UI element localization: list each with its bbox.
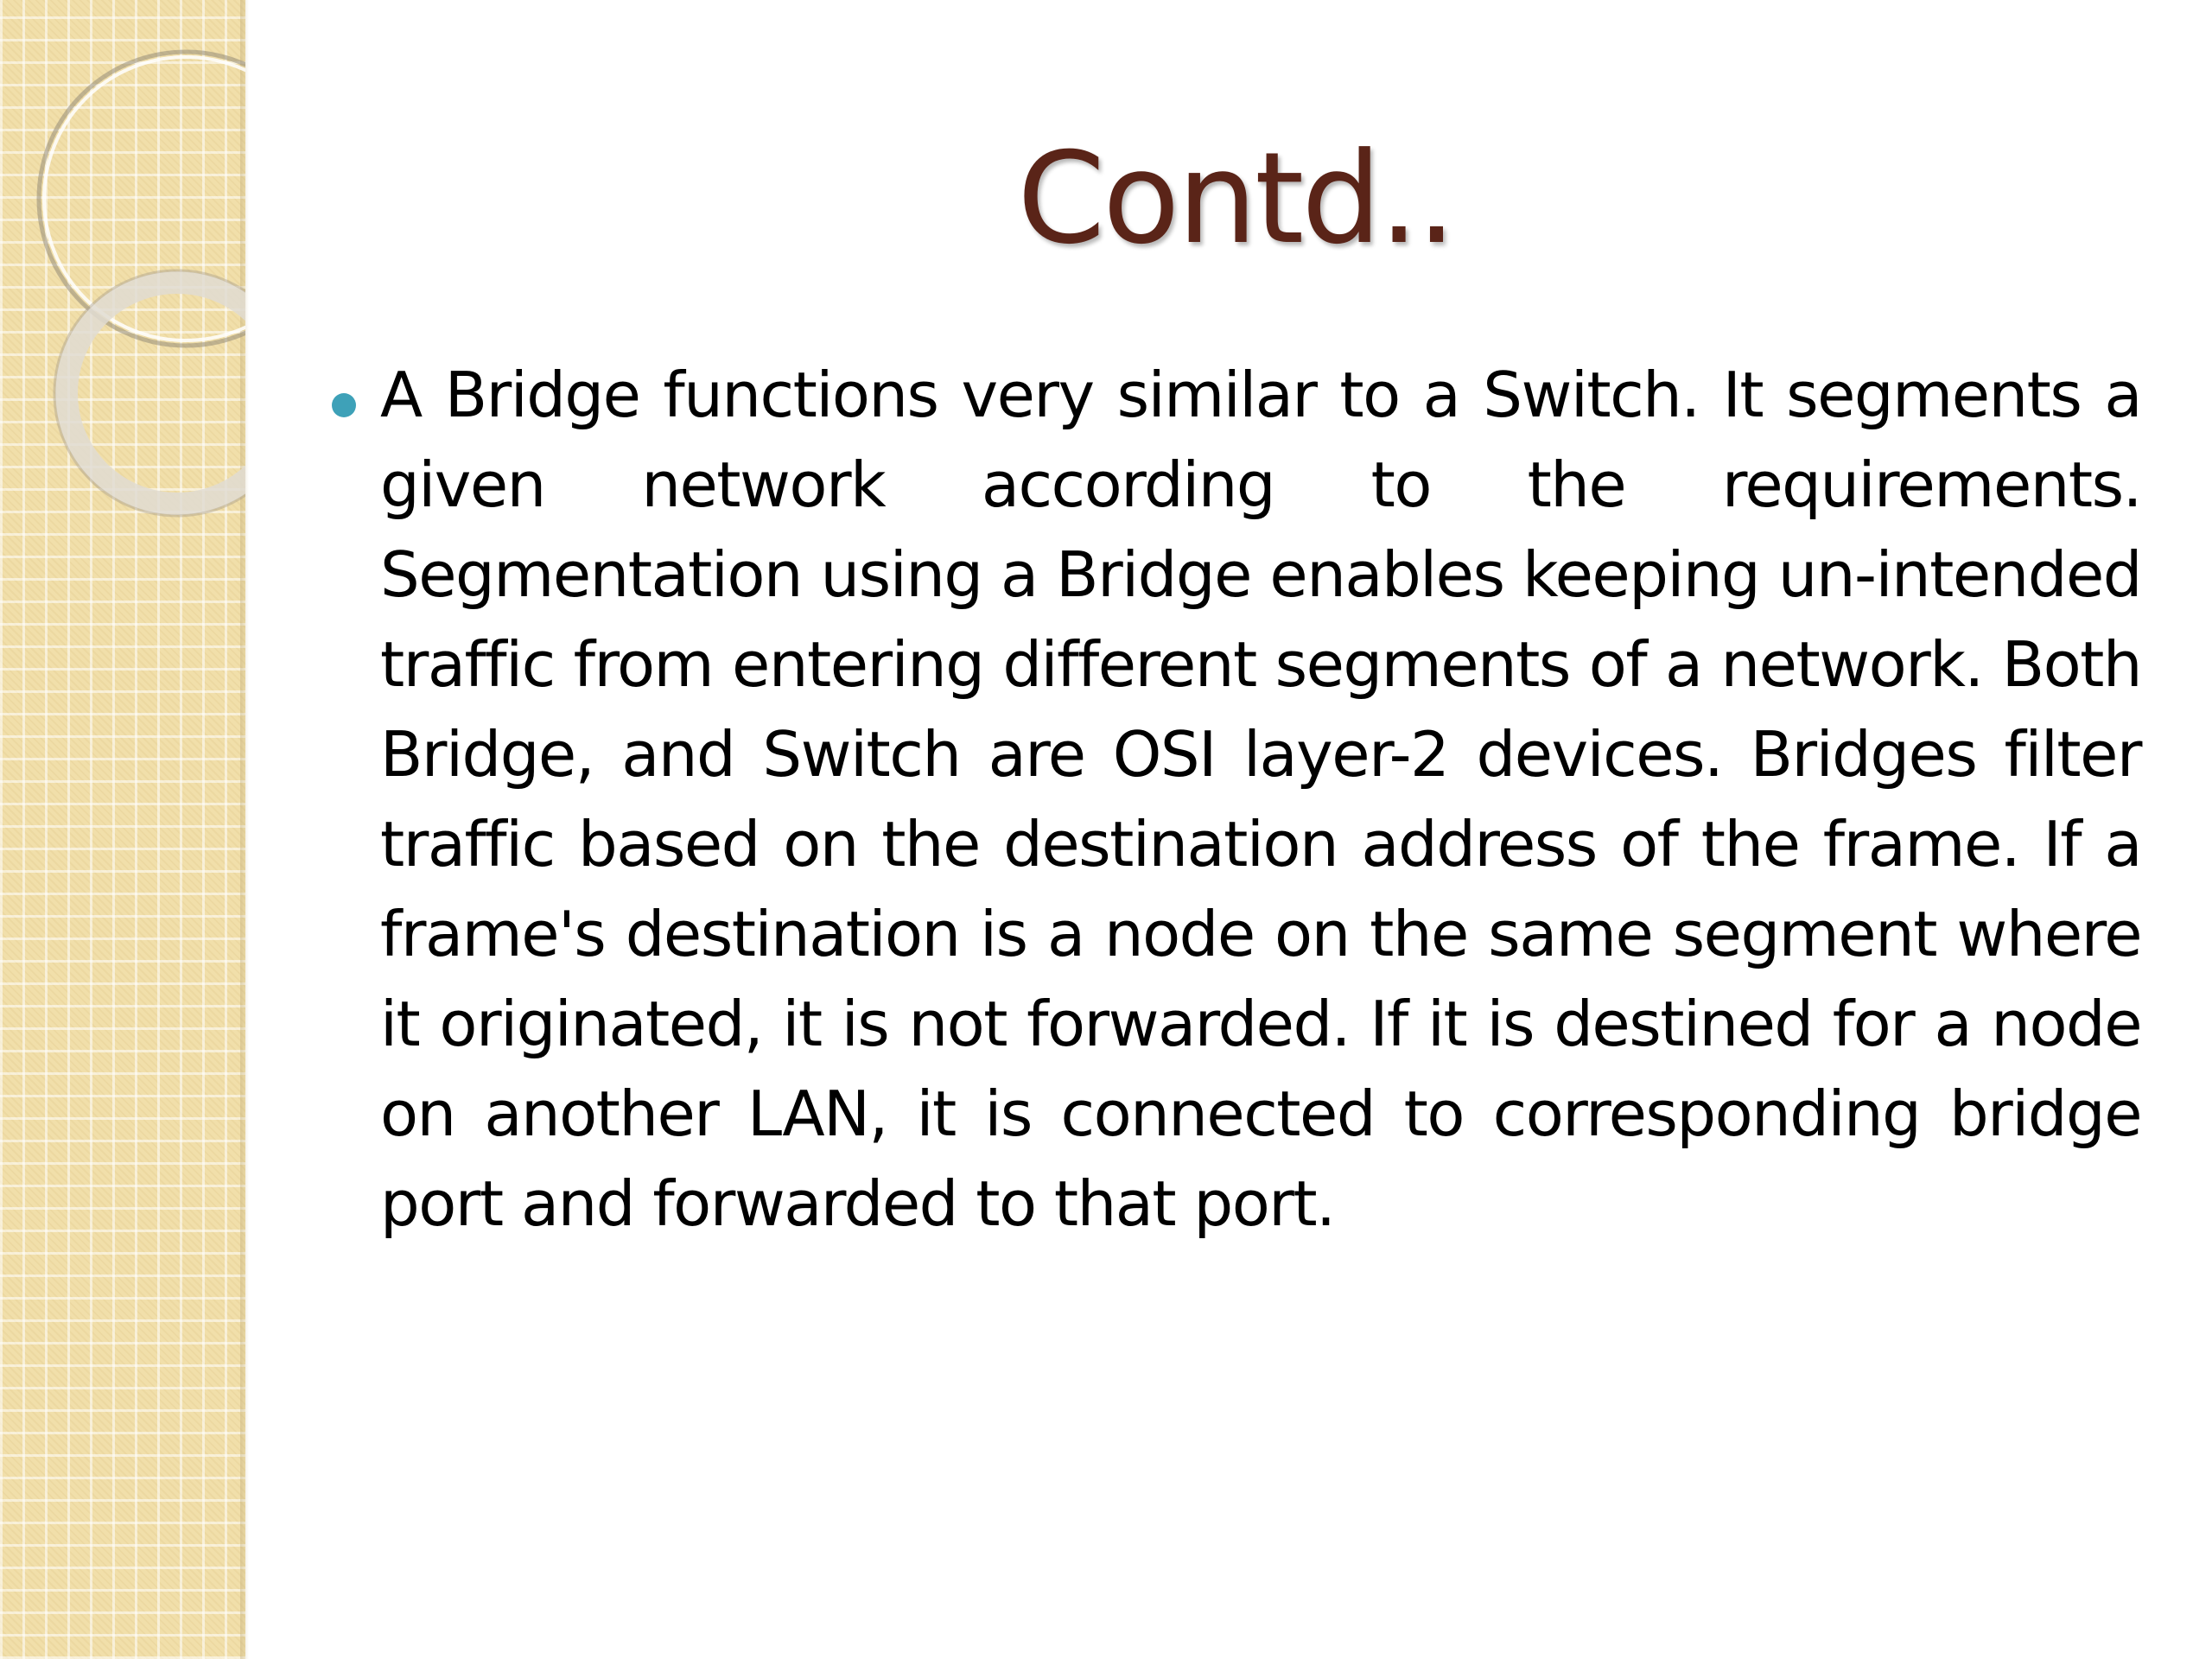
decorative-rings: [0, 0, 245, 605]
slide-title: Contd..: [1017, 125, 1454, 272]
bullet-dot-icon: [332, 393, 356, 417]
bullet-list: [380, 350, 2141, 1249]
large-ring: [39, 52, 245, 346]
bullet-text: A Bridge functions very similar to a Switch. It segments a given network according to the requirements. Segmentation using a Bridge enables keeping un-intended traffic from entering different segments of a network. Both Bridge, and Switch are OSI layer-2 devices. Bridges filter traffic based on the destination address of the frame. If a frame's destination is a node on the same segment where it originated, it is not forwarded. If it is destined for a node on another LAN, it is connected to corresponding bridge port and forwarded to that port.: [380, 359, 2141, 1240]
small-ring: [67, 283, 245, 504]
small-ring-outline: [54, 270, 245, 516]
list-item: [380, 350, 2141, 1249]
